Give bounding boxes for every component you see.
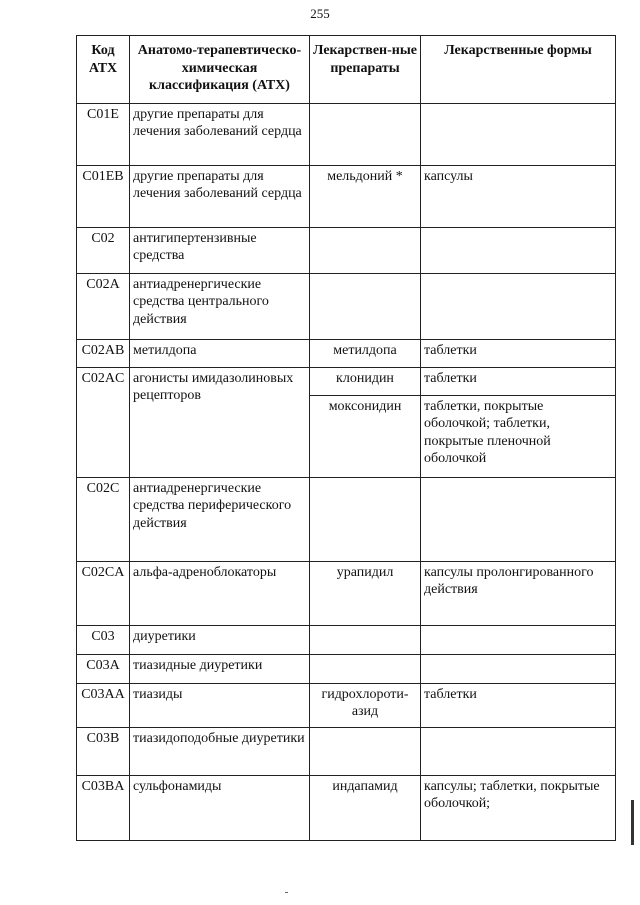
drug-cell	[310, 625, 421, 654]
drug-cell	[310, 227, 421, 273]
table-header-row	[77, 36, 616, 104]
table-row	[77, 654, 616, 683]
form-cell: таблетки	[421, 339, 616, 367]
atx-code-cell: C03A	[77, 654, 130, 683]
table-row	[77, 561, 616, 625]
table-row	[77, 339, 616, 367]
classification-cell: тиазиды	[130, 683, 310, 727]
classification-cell: другие препараты для лечения заболеваний сердца	[130, 165, 310, 227]
table-row	[77, 625, 616, 654]
drug-cell: мельдоний *	[310, 165, 421, 227]
form-cell: таблетки, покрытые оболочкой; таблетки, покрытые пленочной оболочкой	[421, 395, 616, 477]
classification-cell: антигипертензивные средства	[130, 227, 310, 273]
atx-code-cell: C02AB	[77, 339, 130, 367]
form-cell: капсулы	[421, 165, 616, 227]
form-cell	[421, 727, 616, 775]
form-cell	[421, 477, 616, 561]
scan-speck	[285, 892, 288, 893]
table-row	[77, 775, 616, 840]
atx-code-cell: C03BA	[77, 775, 130, 840]
drug-cell: моксонидин	[310, 395, 421, 477]
atx-code-cell: C02	[77, 227, 130, 273]
form-cell	[421, 625, 616, 654]
classification-cell: тиазидоподобные диуретики	[130, 727, 310, 775]
classification-cell: другие препараты для лечения заболеваний сердца	[130, 103, 310, 165]
form-cell: таблетки	[421, 367, 616, 395]
drug-cell: индапамид	[310, 775, 421, 840]
classification-cell: диуретики	[130, 625, 310, 654]
drug-cell	[310, 654, 421, 683]
form-cell: таблетки	[421, 683, 616, 727]
drug-cell: гидрохлороти-азид	[310, 683, 421, 727]
atx-code-cell: C02A	[77, 273, 130, 339]
classification-cell: антиадренергические средства центрального действия	[130, 273, 310, 339]
atx-code-cell: C01E	[77, 103, 130, 165]
table-row	[77, 103, 616, 165]
atx-code-cell: C02C	[77, 477, 130, 561]
form-cell	[421, 654, 616, 683]
atx-code-cell: C03	[77, 625, 130, 654]
classification-cell: тиазидные диуретики	[130, 654, 310, 683]
table-row	[77, 683, 616, 727]
drug-cell	[310, 727, 421, 775]
atx-code-cell: C03B	[77, 727, 130, 775]
atx-code-cell: C01EB	[77, 165, 130, 227]
table-row	[77, 477, 616, 561]
header-code: Код АТХ	[77, 36, 130, 104]
classification-cell: сульфонамиды	[130, 775, 310, 840]
scan-edge-mark	[631, 800, 634, 845]
classification-cell: агонисты имидазолиновых рецепторов	[130, 367, 310, 477]
classification-cell: альфа-адреноблокаторы	[130, 561, 310, 625]
header-forms: Лекарственные формы	[421, 36, 616, 104]
atx-drug-table	[76, 35, 616, 841]
drug-cell: метилдопа	[310, 339, 421, 367]
drug-cell: клонидин	[310, 367, 421, 395]
form-cell: капсулы пролонгированного действия	[421, 561, 616, 625]
classification-cell: метилдопа	[130, 339, 310, 367]
form-cell	[421, 273, 616, 339]
drug-cell	[310, 103, 421, 165]
form-cell	[421, 103, 616, 165]
form-cell	[421, 227, 616, 273]
table-row	[77, 367, 616, 395]
table-row	[77, 227, 616, 273]
table-row	[77, 727, 616, 775]
header-classification: Анатомо-терапевтическо-химическая классификация (АТХ)	[130, 36, 310, 104]
table-row	[77, 273, 616, 339]
table-row	[77, 165, 616, 227]
form-cell: капсулы; таблетки, покрытые оболочкой;	[421, 775, 616, 840]
header-drugs: Лекарствен-ные препараты	[310, 36, 421, 104]
atx-code-cell: C03AA	[77, 683, 130, 727]
drug-cell	[310, 273, 421, 339]
drug-cell: урапидил	[310, 561, 421, 625]
drug-cell	[310, 477, 421, 561]
atx-code-cell: C02CA	[77, 561, 130, 625]
classification-cell: антиадренергические средства периферического действия	[130, 477, 310, 561]
page-number: 255	[310, 6, 330, 21]
atx-code-cell: C02AC	[77, 367, 130, 477]
